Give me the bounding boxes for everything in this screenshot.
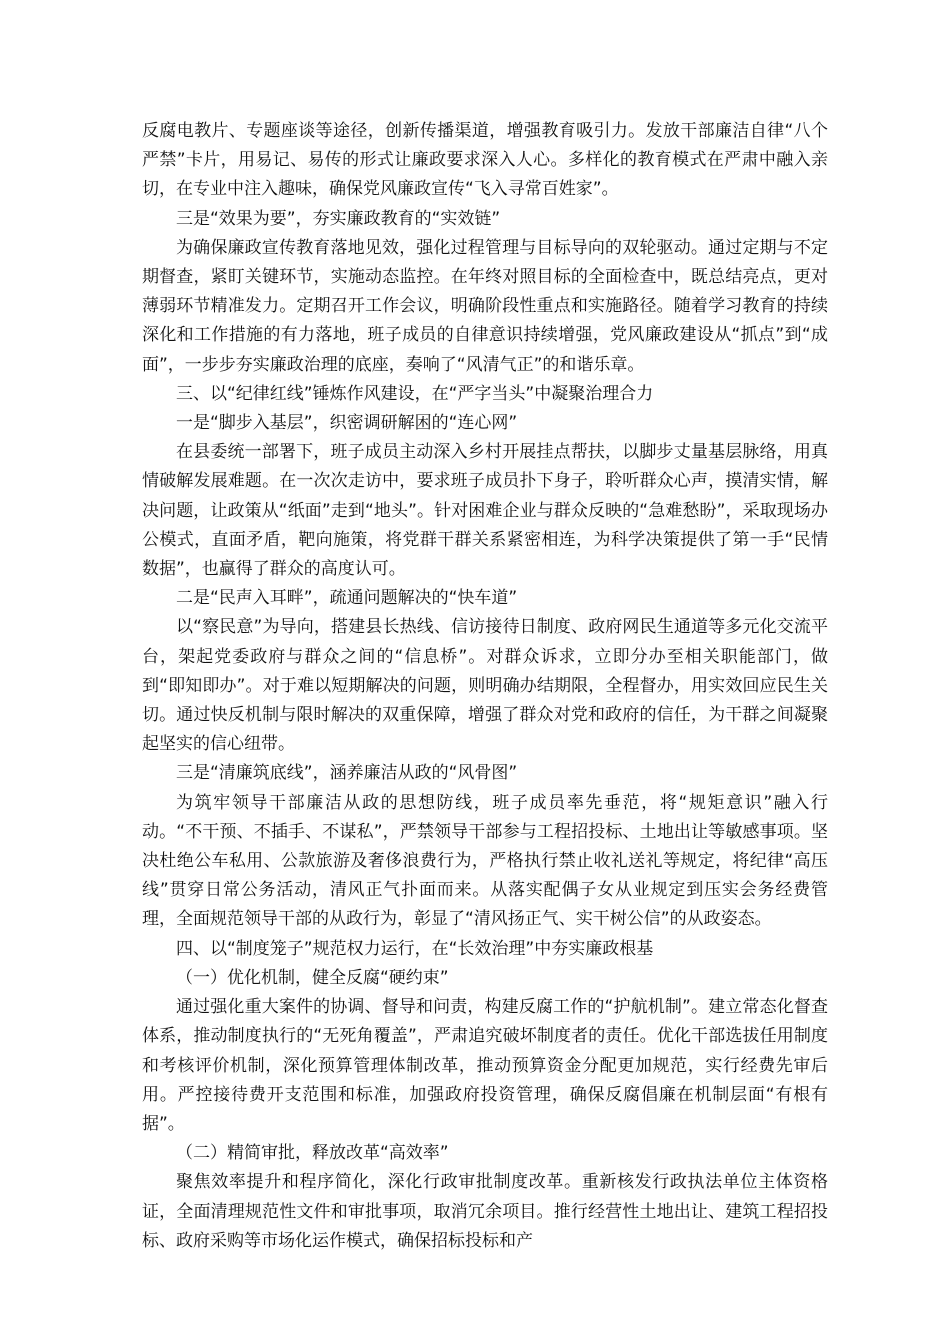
subheading-clean-baseline: 三是“清廉筑底线”，涵养廉洁从政的“风骨图” [176,763,518,784]
subheading-grassroots: 一是“脚步入基层”，织密调研解困的“连心网” [176,413,518,434]
subheading-optimize-mechanism: （一）优化机制，健全反腐“硬约束” [176,967,449,988]
section-heading-four: 四、以“制度笼子”规范权力运行，在“长效治理”中夯实廉政根基 [176,938,654,959]
paragraph-body-continued: 反腐电教片、专题座谈等途径，创新传播渠道，增强教育吸引力。发放干部廉洁自律“八个严禁”卡片，用易记、易传的形式让廉政要求深入人心。多样化的教育模式在严肃中融入亲切，在专业中注入趣味，确保党风廉政宣传“飞入寻常百姓家”。 [142,121,828,200]
subheading-effect-first: 三是“效果为要”，夯实廉政教育的“实效链” [176,208,501,229]
paragraph-body: 通过强化重大案件的协调、督导和问责，构建反腐工作的“护航机制”。建立常态化督查体系，推动制度执行的“无死角覆盖”，严肃追究破坏制度者的责任。优化干部选拔任用制度和考核评价机制，深化预算管理体制改革，推动预算资金分配更加规范，实行经费先审后用。严控接待费开支范围和标准，加强政府投资管理，确保反腐倡廉在机制层面“有根有据”。 [142,997,828,1134]
paragraph-body: 为确保廉政宣传教育落地见效，强化过程管理与目标导向的双轮驱动。通过定期与不定期督查，紧盯关键环节，实施动态监控。在年终对照目标的全面检查中，既总结亮点，更对薄弱环节精准发力。定期召开工作会议，明确阶段性重点和实施路径。随着学习教育的持续深化和工作措施的有力落地，班子成员的自律意识持续增强，党风廉政建设从“抓点”到“成面”，一步步夯实廉政治理的底座，奏响了“风清气正”的和谐乐章。 [142,237,828,375]
subheading-public-voice: 二是“民声入耳畔”，疏通问题解决的“快车道” [176,588,518,609]
paragraph-body: 在县委统一部署下，班子成员主动深入乡村开展挂点帮扶，以脚步丈量基层脉络，用真情破解发展难题。在一次次走访中，要求班子成员扑下身子，聆听群众心声，摸清实情，解决问题，让政策从“纸面”走到“地头”。针对困难企业与群众反映的“急难愁盼”，采取现场办公模式，直面矛盾，靶向施策，将党群干群关系紧密相连，为科学决策提供了第一手“民情数据”，也赢得了群众的高度认可。 [142,442,828,580]
section-heading-three: 三、以“纪律红线”锤炼作风建设，在“严字当头”中凝聚治理合力 [176,383,654,404]
paragraph-body: 聚焦效率提升和程序简化，深化行政审批制度改革。重新核发行政执法单位主体资格证，全面清理规范性文件和审批事项，取消冗余项目。推行经营性土地出让、建筑工程招投标、政府采购等市场化运作模式，确保招标投标和产 [142,1172,828,1251]
subheading-simplify-approval: （二）精简审批，释放改革“高效率” [176,1143,449,1164]
document-page [142,117,828,1256]
paragraph-body: 为筑牢领导干部廉洁从政的思想防线，班子成员率先垂范，将“规矩意识”融入行动。“不干预、不插手、不谋私”，严禁领导干部参与工程招投标、土地出让等敏感事项。坚决杜绝公车私用、公款旅游及奢侈浪费行为，严格执行禁止收礼送礼等规定，将纪律“高压线”贯穿日常公务活动，清风正气扑面而来。从落实配偶子女从业规定到压实会务经费管理，全面规范领导干部的从政行为，彰显了“清风扬正气、实干树公信”的从政姿态。 [142,792,828,930]
paragraph-body: 以“察民意”为导向，搭建县长热线、信访接待日制度、政府网民生通道等多元化交流平台，架起党委政府与群众之间的“信息桥”。对群众诉求，立即分办至相关职能部门，做到“即知即办”。对于难以短期解决的问题，则明确办结期限，全程督办，用实效回应民生关切。通过快反机制与限时解决的双重保障，增强了群众对党和政府的信任，为干群之间凝聚起坚实的信心纽带。 [142,617,828,755]
